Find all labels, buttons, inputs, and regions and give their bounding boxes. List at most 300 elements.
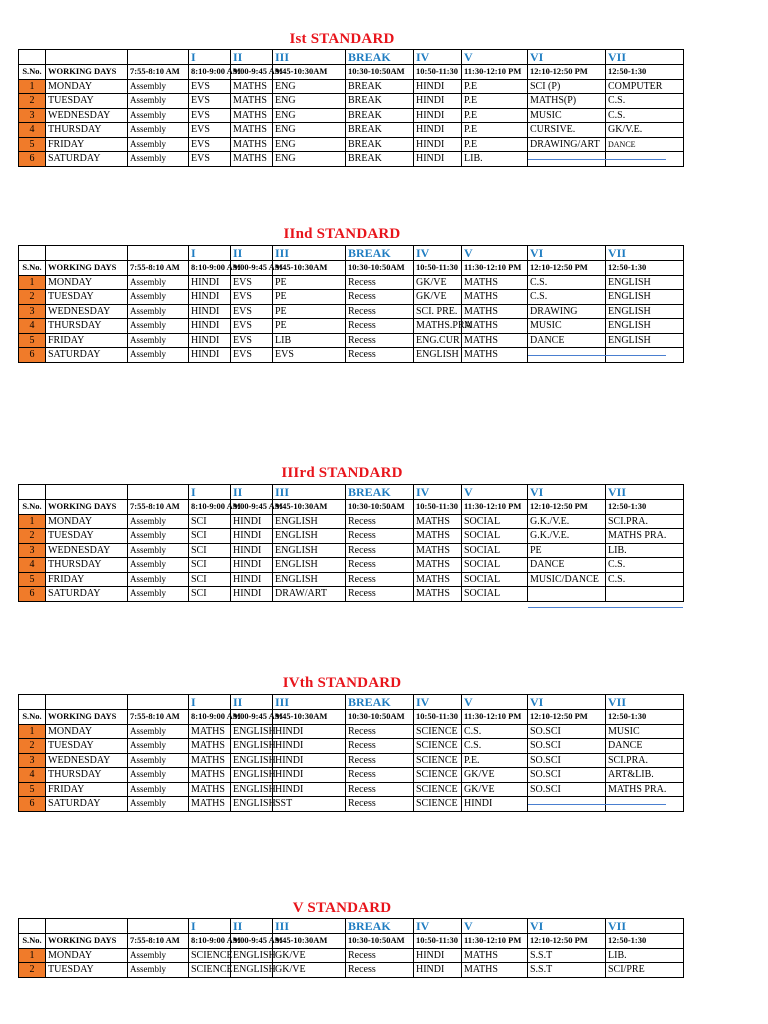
cell-period-6: DANCE [528, 558, 606, 573]
cell-period-1: SCI [189, 543, 231, 558]
blank-header-cell [128, 50, 189, 65]
cell-period-5: P.E [462, 94, 528, 109]
cell-assembly: Assembly [128, 753, 189, 768]
cell-period-2: MATHS [231, 79, 273, 94]
cell-period-2: MATHS [231, 123, 273, 138]
cell-period-5: MATHS [462, 275, 528, 290]
cell-period-3: HINDI [273, 768, 346, 783]
cell-period-3: HINDI [273, 782, 346, 797]
cell-period-1: SCI [189, 587, 231, 602]
cell-period-7: ENGLISH [606, 290, 684, 305]
cell-break: BREAK [346, 123, 414, 138]
standard-title: IInd STANDARD [283, 226, 401, 242]
cell-period-7: C.S. [606, 94, 684, 109]
cell-period-5: P.E [462, 137, 528, 152]
cell-period-4: MATHS [414, 543, 462, 558]
cell-day: TUESDAY [46, 739, 128, 754]
cell-period-2: ENGLISH [231, 797, 273, 812]
cell-period-1: HINDI [189, 319, 231, 334]
period-header: I [189, 695, 231, 710]
cell-period-7 [606, 587, 684, 602]
period-header: III [273, 919, 346, 934]
cell-sno: 3 [19, 753, 46, 768]
column-header-period-5: 11:30-12:10 PM [462, 261, 528, 276]
cell-day: WEDNESDAY [46, 304, 128, 319]
cell-period-5: SOCIAL [462, 514, 528, 529]
period-header: V [462, 246, 528, 261]
column-header-period-7: 12:50-1:30 [606, 934, 684, 949]
cell-break: Recess [346, 768, 414, 783]
cell-period-4: MATHS [414, 529, 462, 544]
column-header-period-6: 12:10-12:50 PM [528, 710, 606, 725]
cell-sno: 1 [19, 275, 46, 290]
column-header-day: WORKING DAYS [46, 500, 128, 515]
cell-period-3: SST [273, 797, 346, 812]
column-header-period-7: 12:50-1:30 [606, 261, 684, 276]
cell-sno: 5 [19, 572, 46, 587]
column-header-period-2: 9:00-9:45 AM [231, 500, 273, 515]
blank-header-cell [19, 919, 46, 934]
cell-assembly: Assembly [128, 152, 189, 167]
cell-period-7: COMPUTER [606, 79, 684, 94]
cell-assembly: Assembly [128, 348, 189, 363]
cell-period-2: HINDI [231, 543, 273, 558]
column-header-period-5: 11:30-12:10 PM [462, 500, 528, 515]
cell-day: MONDAY [46, 79, 128, 94]
cell-period-7: C.S. [606, 108, 684, 123]
column-header-period-3: 9:45-10:30AM [273, 500, 346, 515]
time-header-row [19, 65, 684, 80]
cell-period-4: HINDI [414, 137, 462, 152]
cell-period-2: HINDI [231, 514, 273, 529]
cell-period-1: MATHS [189, 739, 231, 754]
time-header-row [19, 934, 684, 949]
cell-sno: 2 [19, 529, 46, 544]
cell-sno: 6 [19, 348, 46, 363]
table-row [19, 587, 684, 602]
cell-break: Recess [346, 275, 414, 290]
period-header: VII [606, 485, 684, 500]
cell-period-3: GK/VE [273, 948, 346, 963]
cell-period-3: ENG [273, 94, 346, 109]
period-header: VI [528, 919, 606, 934]
period-header: II [231, 695, 273, 710]
cell-sno: 5 [19, 333, 46, 348]
column-header-period-7: 12:50-1:30 [606, 710, 684, 725]
column-header-period-3: 9:45-10:30AM [273, 934, 346, 949]
cell-period-3: ENG [273, 123, 346, 138]
cell-break: Recess [346, 587, 414, 602]
cell-break: BREAK [346, 152, 414, 167]
cell-sno: 2 [19, 290, 46, 305]
period-header: VI [528, 695, 606, 710]
column-header-period-4: 10:50-11:30 [414, 65, 462, 80]
cell-period-3: ENGLISH [273, 514, 346, 529]
timetable [18, 484, 684, 602]
blank-header-cell [19, 485, 46, 500]
period-header: II [231, 485, 273, 500]
cell-period-3: ENGLISH [273, 543, 346, 558]
cell-assembly: Assembly [128, 108, 189, 123]
cell-period-6: DRAWING/ART [528, 137, 606, 152]
table-row [19, 543, 684, 558]
cell-period-1: EVS [189, 94, 231, 109]
column-header-period-2: 9:00-9:45 AM [231, 261, 273, 276]
period-header: BREAK [346, 246, 414, 261]
cell-day: SATURDAY [46, 348, 128, 363]
column-header-period-1: 8:10-9:00 AM [189, 65, 231, 80]
cell-period-2: ENGLISH [231, 739, 273, 754]
cell-period-1: EVS [189, 137, 231, 152]
underline-mark [528, 355, 666, 356]
column-header-period-2: 9:00-9:45 AM [231, 934, 273, 949]
cell-sno: 1 [19, 948, 46, 963]
cell-period-6: SO.SCI [528, 753, 606, 768]
cell-sno: 6 [19, 797, 46, 812]
cell-break: Recess [346, 290, 414, 305]
cell-period-4: MATHS.PRA [414, 319, 462, 334]
period-header: III [273, 50, 346, 65]
cell-break: Recess [346, 948, 414, 963]
column-header-period-3: 9:45-10:30AM [273, 710, 346, 725]
period-header: IV [414, 919, 462, 934]
cell-sno: 1 [19, 79, 46, 94]
blank-header-cell [46, 50, 128, 65]
cell-break: Recess [346, 543, 414, 558]
standard-title: IVth STANDARD [282, 675, 402, 691]
column-header-day: WORKING DAYS [46, 934, 128, 949]
table-row [19, 529, 684, 544]
table-row [19, 94, 684, 109]
period-header: IV [414, 485, 462, 500]
cell-period-7: MATHS PRA. [606, 529, 684, 544]
table-row [19, 948, 684, 963]
period-header: VI [528, 246, 606, 261]
column-header-assembly: 7:55-8:10 AM [128, 710, 189, 725]
period-header: II [231, 919, 273, 934]
column-header-period-4: 10:50-11:30 [414, 500, 462, 515]
cell-period-5: C.S. [462, 739, 528, 754]
cell-period-6: SCI (P) [528, 79, 606, 94]
period-header: I [189, 50, 231, 65]
cell-assembly: Assembly [128, 739, 189, 754]
cell-period-1: EVS [189, 152, 231, 167]
table-row [19, 768, 684, 783]
cell-period-3: LIB [273, 333, 346, 348]
cell-period-5: LIB. [462, 152, 528, 167]
column-header-period-2: 9:00-9:45 AM [231, 710, 273, 725]
cell-period-3: ENG [273, 137, 346, 152]
cell-period-3: HINDI [273, 753, 346, 768]
cell-break: BREAK [346, 79, 414, 94]
table-row [19, 724, 684, 739]
period-header: II [231, 246, 273, 261]
column-header-period-5: 11:30-12:10 PM [462, 65, 528, 80]
cell-period-2: ENGLISH [231, 963, 273, 978]
period-header: VII [606, 246, 684, 261]
underline-mark [528, 159, 666, 160]
cell-period-5: SOCIAL [462, 543, 528, 558]
cell-break: Recess [346, 333, 414, 348]
blank-header-cell [46, 695, 128, 710]
timetable [18, 694, 684, 812]
cell-period-2: HINDI [231, 558, 273, 573]
cell-break: BREAK [346, 137, 414, 152]
column-header-day: WORKING DAYS [46, 261, 128, 276]
cell-period-5: SOCIAL [462, 587, 528, 602]
cell-break: Recess [346, 753, 414, 768]
cell-period-1: HINDI [189, 333, 231, 348]
cell-period-5: MATHS [462, 319, 528, 334]
blank-header-cell [46, 246, 128, 261]
cell-period-1: MATHS [189, 753, 231, 768]
cell-period-4: ENG.CUR [414, 333, 462, 348]
column-header-day: WORKING DAYS [46, 710, 128, 725]
cell-day: SATURDAY [46, 587, 128, 602]
cell-period-2: ENGLISH [231, 948, 273, 963]
cell-period-7: ENGLISH [606, 304, 684, 319]
cell-sno: 1 [19, 724, 46, 739]
column-header-break: 10:30-10:50AM [346, 710, 414, 725]
period-header: VII [606, 695, 684, 710]
cell-period-4: HINDI [414, 123, 462, 138]
cell-period-6: MUSIC/DANCE [528, 572, 606, 587]
cell-period-4: SCI. PRE. [414, 304, 462, 319]
table-row [19, 558, 684, 573]
cell-period-3: PE [273, 304, 346, 319]
period-header-row [19, 50, 684, 65]
cell-day: WEDNESDAY [46, 108, 128, 123]
cell-period-4: HINDI [414, 948, 462, 963]
cell-day: SATURDAY [46, 797, 128, 812]
cell-period-7: ENGLISH [606, 333, 684, 348]
column-header-period-4: 10:50-11:30 [414, 261, 462, 276]
cell-period-6: DANCE [528, 333, 606, 348]
cell-day: FRIDAY [46, 137, 128, 152]
cell-period-2: MATHS [231, 137, 273, 152]
cell-break: Recess [346, 739, 414, 754]
cell-period-1: EVS [189, 108, 231, 123]
table-row [19, 739, 684, 754]
cell-period-4: HINDI [414, 963, 462, 978]
column-header-break: 10:30-10:50AM [346, 500, 414, 515]
period-header: VI [528, 485, 606, 500]
table-row [19, 275, 684, 290]
column-header-sno: S.No. [19, 710, 46, 725]
cell-period-3: EVS [273, 348, 346, 363]
cell-sno: 2 [19, 963, 46, 978]
cell-period-4: HINDI [414, 108, 462, 123]
period-header-row [19, 695, 684, 710]
cell-period-7: SCI.PRA. [606, 753, 684, 768]
timetable [18, 918, 684, 978]
cell-period-5: MATHS [462, 948, 528, 963]
cell-period-4: HINDI [414, 94, 462, 109]
cell-assembly: Assembly [128, 304, 189, 319]
cell-assembly: Assembly [128, 137, 189, 152]
cell-assembly: Assembly [128, 94, 189, 109]
table-row [19, 753, 684, 768]
period-header: V [462, 50, 528, 65]
cell-period-1: SCIENCE [189, 948, 231, 963]
cell-period-4: SCIENCE [414, 724, 462, 739]
column-header-period-3: 9:45-10:30AM [273, 261, 346, 276]
table-row [19, 108, 684, 123]
period-header-row [19, 246, 684, 261]
table-row [19, 304, 684, 319]
cell-assembly: Assembly [128, 123, 189, 138]
cell-period-2: ENGLISH [231, 768, 273, 783]
table-row [19, 963, 684, 978]
cell-period-4: HINDI [414, 152, 462, 167]
cell-period-4: SCIENCE [414, 782, 462, 797]
cell-assembly: Assembly [128, 79, 189, 94]
column-header-period-7: 12:50-1:30 [606, 500, 684, 515]
column-header-period-1: 8:10-9:00 AM [189, 934, 231, 949]
cell-period-3: ENGLISH [273, 529, 346, 544]
period-header: VII [606, 50, 684, 65]
column-header-day: WORKING DAYS [46, 65, 128, 80]
column-header-period-1: 8:10-9:00 AM [189, 710, 231, 725]
cell-period-3: ENG [273, 152, 346, 167]
column-header-period-4: 10:50-11:30 [414, 710, 462, 725]
cell-break: BREAK [346, 94, 414, 109]
cell-period-4: SCIENCE [414, 739, 462, 754]
cell-sno: 1 [19, 514, 46, 529]
cell-period-3: ENG [273, 79, 346, 94]
cell-sno: 4 [19, 768, 46, 783]
cell-period-1: SCI [189, 529, 231, 544]
cell-period-5: P.E [462, 123, 528, 138]
cell-period-1: EVS [189, 123, 231, 138]
column-header-sno: S.No. [19, 934, 46, 949]
period-header: V [462, 695, 528, 710]
cell-day: MONDAY [46, 514, 128, 529]
cell-period-2: ENGLISH [231, 753, 273, 768]
cell-break: Recess [346, 319, 414, 334]
cell-assembly: Assembly [128, 275, 189, 290]
cell-break: Recess [346, 782, 414, 797]
cell-break: Recess [346, 514, 414, 529]
cell-period-6: CURSIVE. [528, 123, 606, 138]
blank-header-cell [46, 919, 128, 934]
cell-assembly: Assembly [128, 963, 189, 978]
cell-period-3: PE [273, 319, 346, 334]
column-header-period-6: 12:10-12:50 PM [528, 934, 606, 949]
cell-period-2: EVS [231, 319, 273, 334]
cell-period-2: MATHS [231, 108, 273, 123]
cell-period-5: SOCIAL [462, 529, 528, 544]
cell-period-1: HINDI [189, 290, 231, 305]
time-header-row [19, 500, 684, 515]
period-header: VII [606, 919, 684, 934]
cell-period-7: ENGLISH [606, 319, 684, 334]
cell-break: Recess [346, 724, 414, 739]
cell-break: Recess [346, 572, 414, 587]
period-header: II [231, 50, 273, 65]
cell-break: Recess [346, 529, 414, 544]
cell-sno: 4 [19, 558, 46, 573]
blank-header-cell [128, 246, 189, 261]
cell-period-4: MATHS [414, 514, 462, 529]
period-header: BREAK [346, 919, 414, 934]
column-header-period-2: 9:00-9:45 AM [231, 65, 273, 80]
cell-period-6: C.S. [528, 290, 606, 305]
cell-day: THURSDAY [46, 123, 128, 138]
cell-break: Recess [346, 304, 414, 319]
column-header-sno: S.No. [19, 65, 46, 80]
cell-break: BREAK [346, 108, 414, 123]
period-header: I [189, 246, 231, 261]
cell-period-4: MATHS [414, 572, 462, 587]
cell-assembly: Assembly [128, 333, 189, 348]
period-header: VI [528, 50, 606, 65]
cell-period-1: MATHS [189, 782, 231, 797]
cell-assembly: Assembly [128, 290, 189, 305]
cell-assembly: Assembly [128, 587, 189, 602]
cell-day: FRIDAY [46, 782, 128, 797]
cell-period-1: HINDI [189, 348, 231, 363]
cell-sno: 4 [19, 319, 46, 334]
cell-period-5: MATHS [462, 348, 528, 363]
cell-period-6: SO.SCI [528, 768, 606, 783]
cell-period-6: MUSIC [528, 108, 606, 123]
cell-period-5: MATHS [462, 290, 528, 305]
cell-assembly: Assembly [128, 724, 189, 739]
column-header-period-5: 11:30-12:10 PM [462, 934, 528, 949]
cell-period-3: PE [273, 275, 346, 290]
cell-sno: 2 [19, 739, 46, 754]
cell-assembly: Assembly [128, 572, 189, 587]
cell-period-1: MATHS [189, 724, 231, 739]
cell-period-5: MATHS [462, 333, 528, 348]
blank-header-cell [46, 485, 128, 500]
cell-period-7: SCI.PRA. [606, 514, 684, 529]
cell-sno: 3 [19, 543, 46, 558]
blank-header-cell [128, 695, 189, 710]
cell-assembly: Assembly [128, 797, 189, 812]
cell-break: Recess [346, 348, 414, 363]
cell-period-5: P.E [462, 108, 528, 123]
cell-period-2: EVS [231, 348, 273, 363]
period-header: I [189, 485, 231, 500]
table-row [19, 137, 684, 152]
cell-day: FRIDAY [46, 333, 128, 348]
cell-period-6: G.K./V.E. [528, 514, 606, 529]
cell-period-5: SOCIAL [462, 558, 528, 573]
cell-day: TUESDAY [46, 290, 128, 305]
cell-period-3: GK/VE [273, 963, 346, 978]
cell-period-2: HINDI [231, 529, 273, 544]
cell-period-4: GK/VE [414, 290, 462, 305]
column-header-assembly: 7:55-8:10 AM [128, 65, 189, 80]
cell-period-5: GK/VE [462, 782, 528, 797]
blank-header-cell [128, 919, 189, 934]
cell-period-1: SCI [189, 572, 231, 587]
cell-period-7: ENGLISH [606, 275, 684, 290]
cell-period-3: ENGLISH [273, 558, 346, 573]
column-header-period-6: 12:10-12:50 PM [528, 500, 606, 515]
cell-period-7: ART&LIB. [606, 768, 684, 783]
table-row [19, 123, 684, 138]
period-header: BREAK [346, 50, 414, 65]
period-header: V [462, 485, 528, 500]
cell-assembly: Assembly [128, 768, 189, 783]
cell-period-6: DRAWING [528, 304, 606, 319]
cell-period-6 [528, 587, 606, 602]
cell-period-1: HINDI [189, 275, 231, 290]
cell-period-5: SOCIAL [462, 572, 528, 587]
